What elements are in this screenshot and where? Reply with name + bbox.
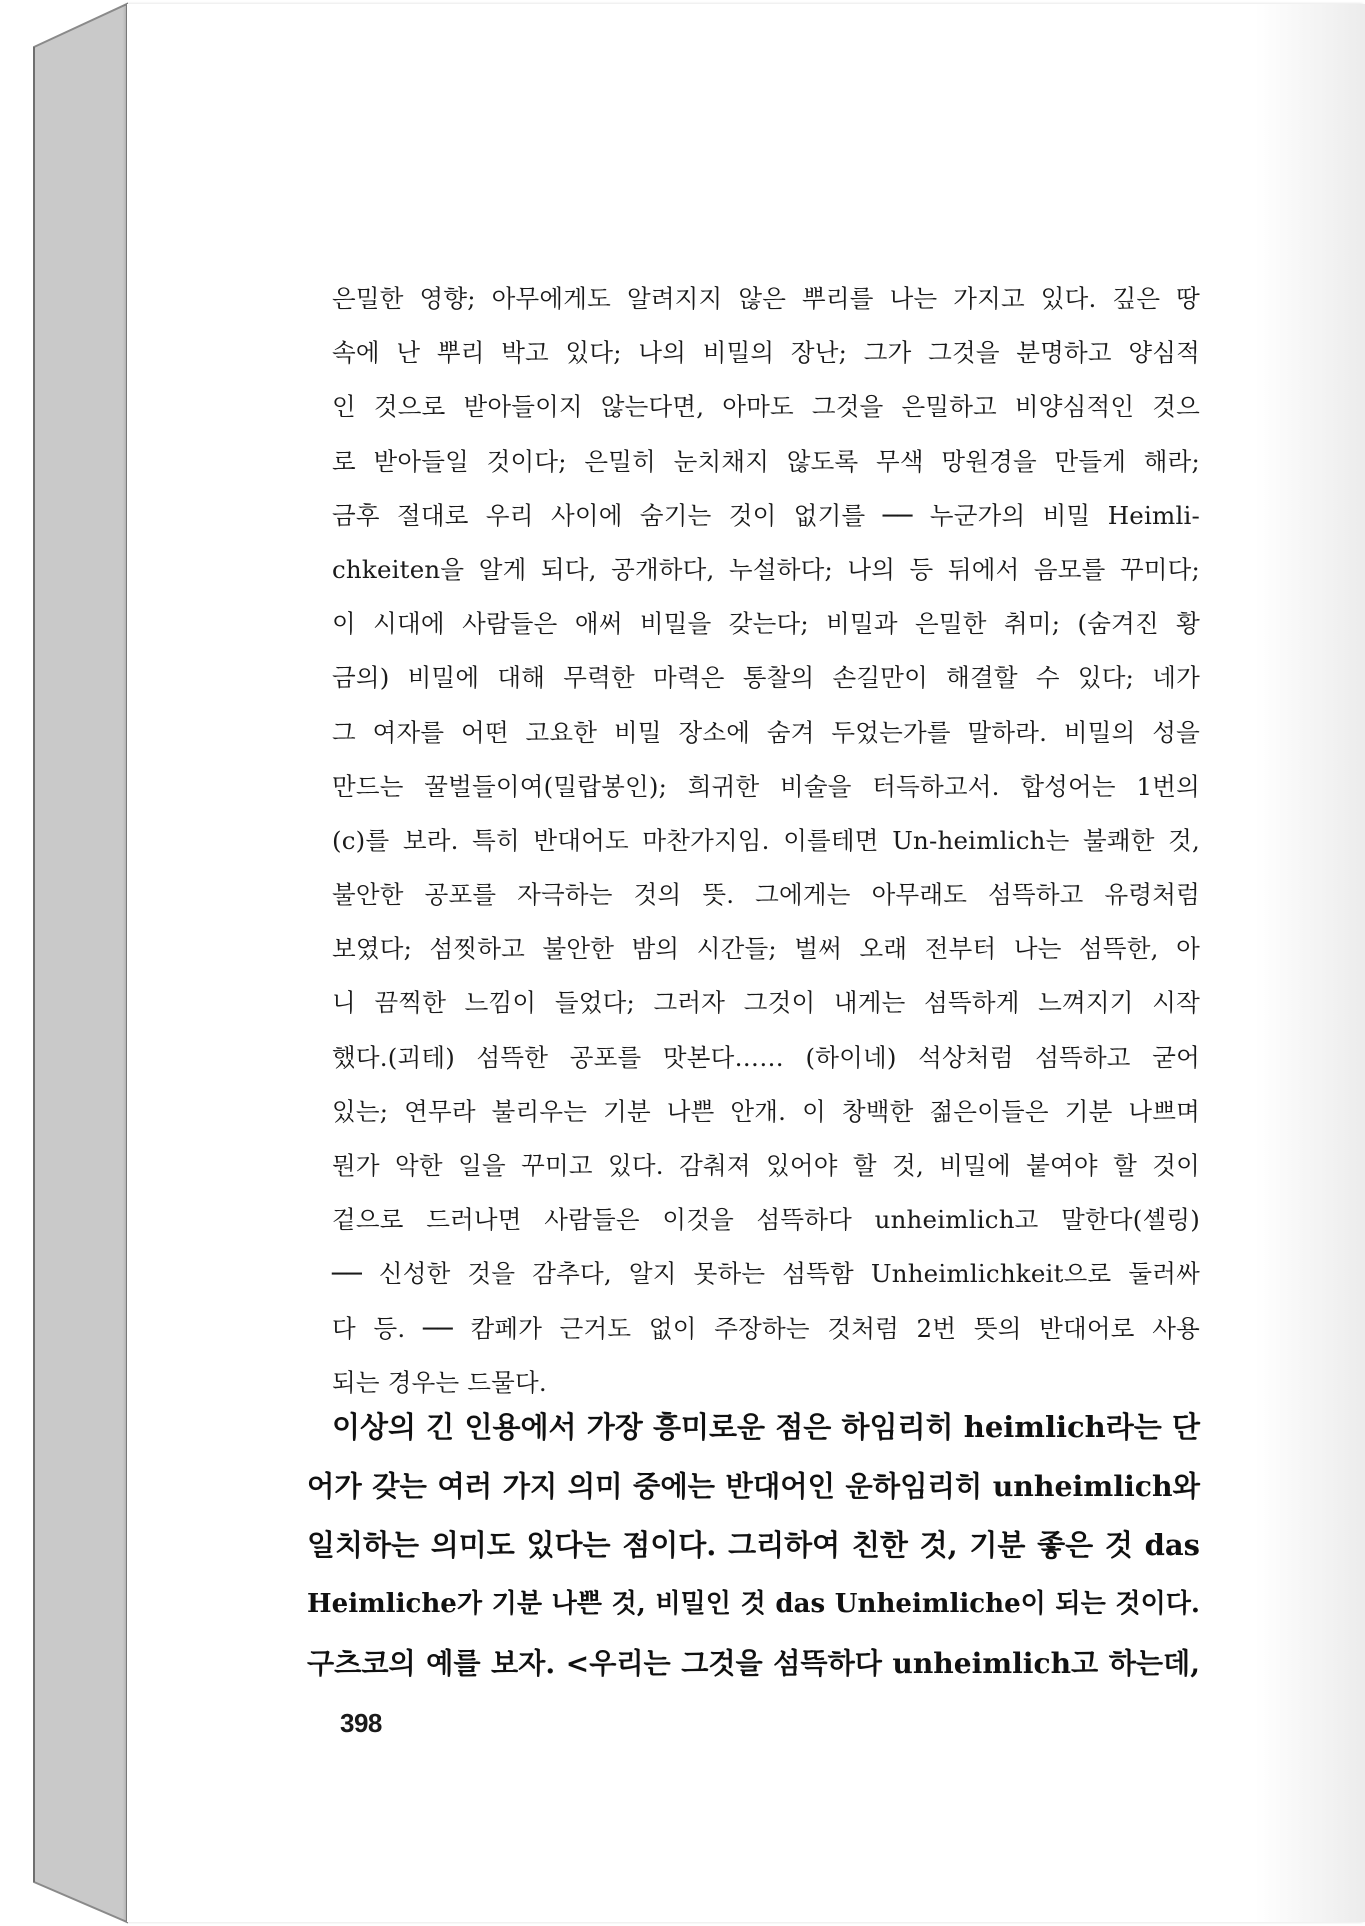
quote-line: 로 받아들일 것이다; 은밀히 눈치채지 않도록 무색 망원경을 만들게 해라; [332, 446, 1200, 476]
quote-line: 했다.(괴테) 섬뜩한 공포를 맛본다…… (하이네) 석상처럼 섬뜩하고 굳어 [332, 1042, 1200, 1072]
book-page [127, 4, 1365, 1922]
quote-line: 금의) 비밀에 대해 무력한 마력은 통찰의 손길만이 해결할 수 있다; 네가 [332, 663, 1200, 693]
dictionary-quote [332, 272, 1200, 1410]
page-shadow [1255, 4, 1365, 1922]
quote-line: 금후 절대로 우리 사이에 숨기는 것이 없기를 ── 누군가의 비밀 Heimli- [332, 500, 1200, 530]
quote-line: 은밀한 영향; 아무에게도 알려지지 않은 뿌리를 나는 가지고 있다. 깊은 땅 [332, 284, 1200, 313]
quote-line: 불안한 공포를 자극하는 것의 뜻. 그에게는 아무래도 섬뜩하고 유령처럼 [332, 880, 1200, 910]
body-line: 구츠코의 예를 보자. <우리는 그것을 섬뜩하다 unheimlich고 하는데, [307, 1647, 1200, 1680]
quote-line: 보였다; 섬찟하고 불안한 밤의 시간들; 벌써 오래 전부터 나는 섬뜩한, 아 [332, 934, 1200, 964]
body-line: 어가 갖는 여러 가지 의미 중에는 반대어인 운하임리히 unheimlich와 [307, 1469, 1200, 1503]
quote-line: 그 여자를 어떤 고요한 비밀 장소에 숨겨 두었는가를 말하라. 비밀의 성을 [332, 717, 1200, 747]
quote-line: 겉으로 드러나면 사람들은 이것을 섬뜩하다 unheimlich고 말한다(셸링) [332, 1205, 1200, 1235]
quote-line: 되는 경우는 드물다. [332, 1367, 547, 1397]
quote-line: 니 끔찍한 느낌이 들었다; 그러자 그것이 내게는 섬뜩하게 느껴지기 시작 [332, 988, 1200, 1018]
body-paragraph [307, 1398, 1200, 1693]
quote-line: ── 신성한 것을 감추다, 알지 못하는 섬뜩함 Unheimlichkeit으로 둘러싸 [332, 1259, 1200, 1289]
quote-line: 다 등. ── 캄페가 근거도 없이 주장하는 것처럼 2번 뜻의 반대어로 사용 [332, 1313, 1200, 1343]
body-line: Heimliche가 기분 나쁜 것, 비밀인 것 das Unheimliche이 되는 것이다. [307, 1589, 1200, 1619]
quote-line: (c)를 보라. 특히 반대어도 마찬가지임. 이를테면 Un-heimlich는 불쾌한 것, [332, 825, 1200, 855]
body-line: 일치하는 의미도 있다는 점이다. 그리하여 친한 것, 기분 좋은 것 das [307, 1528, 1200, 1562]
quote-line: 인 것으로 받아들이지 않는다면, 아마도 그것을 은밀하고 비양심적인 것으 [332, 392, 1200, 422]
quote-line: 뭔가 악한 일을 꾸미고 있다. 감춰져 있어야 할 것, 비밀에 붙여야 할 것이 [332, 1151, 1200, 1180]
quote-line: 속에 난 뿌리 박고 있다; 나의 비밀의 장난; 그가 그것을 분명하고 양심적 [332, 338, 1200, 368]
body-line: 이상의 긴 인용에서 가장 흥미로운 점은 하임리히 heimlich라는 단 [332, 1410, 1200, 1444]
page-number: 398 [340, 1708, 382, 1738]
quote-line: 만드는 꿀벌들이여(밀랍봉인); 희귀한 비술을 터득하고서. 합성어는 1번의 [332, 771, 1200, 801]
quote-line: 이 시대에 사람들은 애써 비밀을 갖는다; 비밀과 은밀한 취미; (숨겨진 황 [332, 609, 1200, 639]
quote-line: 있는; 연무라 불리우는 기분 나쁜 안개. 이 창백한 젊은이들은 기분 나쁘며 [332, 1096, 1200, 1126]
quote-line: chkeiten을 알게 되다, 공개하다, 누설하다; 나의 등 뒤에서 음모를 꾸미다; [332, 554, 1200, 584]
